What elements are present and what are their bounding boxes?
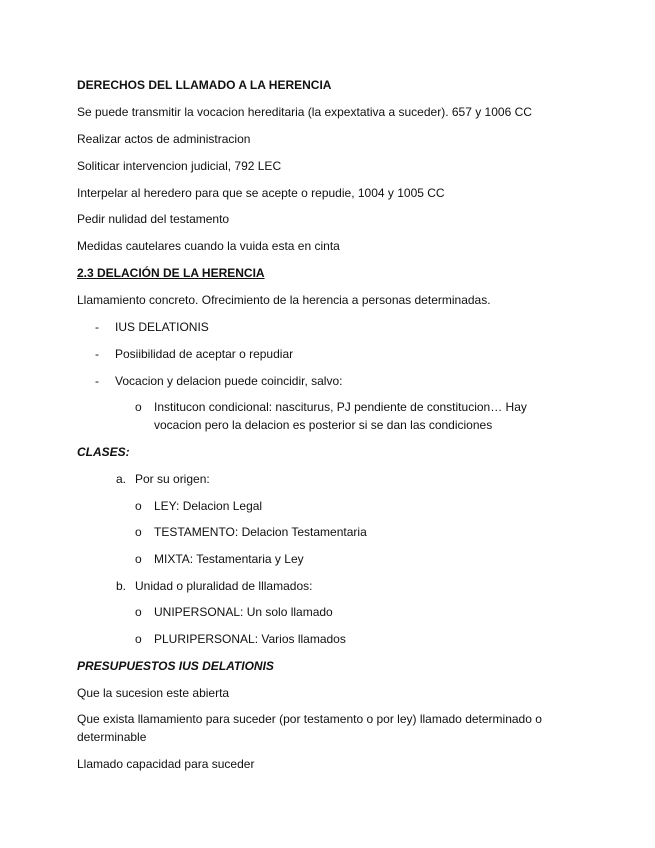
paragraph: Medidas cautelares cuando la vuida esta en cinta — [77, 239, 340, 253]
o-bullet: o — [135, 552, 142, 566]
list-item: IUS DELATIONIS — [115, 320, 209, 334]
dash-bullet: - — [95, 374, 99, 388]
paragraph: Llamamiento concreto. Ofrecimiento de la herencia a personas determinadas. — [77, 293, 491, 307]
sub-list-item: UNIPERSONAL: Un solo llamado — [154, 605, 333, 619]
sub-list-item: MIXTA: Testamentaria y Ley — [154, 552, 304, 566]
sub-list-item-continued: vocacion pero la delacion es posterior si se dan las condiciones — [154, 418, 493, 432]
section-heading: 2.3 DELACIÓN DE LA HERENCIA — [77, 266, 265, 280]
o-bullet: o — [135, 525, 142, 539]
o-bullet: o — [135, 632, 142, 646]
section-heading: CLASES: — [77, 445, 130, 459]
section-heading: DERECHOS DEL LLAMADO A LA HERENCIA — [77, 78, 332, 92]
o-bullet: o — [135, 605, 142, 619]
paragraph: Se puede transmitir la vocacion hereditaria (la expextativa a suceder). 657 y 1006 CC — [77, 105, 532, 119]
dash-bullet: - — [95, 320, 99, 334]
sub-list-item: LEY: Delacion Legal — [154, 499, 263, 513]
list-item: Posiibilidad de aceptar o repudiar — [115, 347, 294, 361]
sub-list-item: PLURIPERSONAL: Varios llamados — [154, 632, 346, 646]
alpha-marker: b. — [116, 579, 127, 593]
paragraph: Soliticar intervencion judicial, 792 LEC — [77, 159, 282, 173]
paragraph: Realizar actos de administracion — [77, 132, 251, 146]
list-item: Unidad o pluralidad de lllamados: — [135, 579, 313, 593]
o-bullet: o — [135, 499, 142, 513]
sub-list-item: Institucon condicional: nasciturus, PJ pendiente de constitucion… Hay — [154, 400, 527, 414]
sub-list-item: TESTAMENTO: Delacion Testamentaria — [154, 525, 367, 539]
list-item: Vocacion y delacion puede coincidir, salvo: — [115, 374, 343, 388]
paragraph: Que la sucesion este abierta — [77, 686, 230, 700]
alpha-marker: a. — [116, 472, 127, 486]
paragraph: Interpelar al heredero para que se acepte o repudie, 1004 y 1005 CC — [77, 186, 445, 200]
dash-bullet: - — [95, 347, 99, 361]
paragraph: Pedir nulidad del testamento — [77, 212, 230, 226]
list-item: Por su origen: — [135, 472, 210, 486]
o-bullet: o — [135, 400, 142, 414]
paragraph: Que exista llamamiento para suceder (por testamento o por ley) llamado determinado o — [77, 712, 542, 726]
section-heading: PRESUPUESTOS IUS DELATIONIS — [77, 659, 274, 673]
paragraph-continued: determinable — [77, 730, 147, 744]
paragraph: Llamado capacidad para suceder — [77, 757, 255, 771]
